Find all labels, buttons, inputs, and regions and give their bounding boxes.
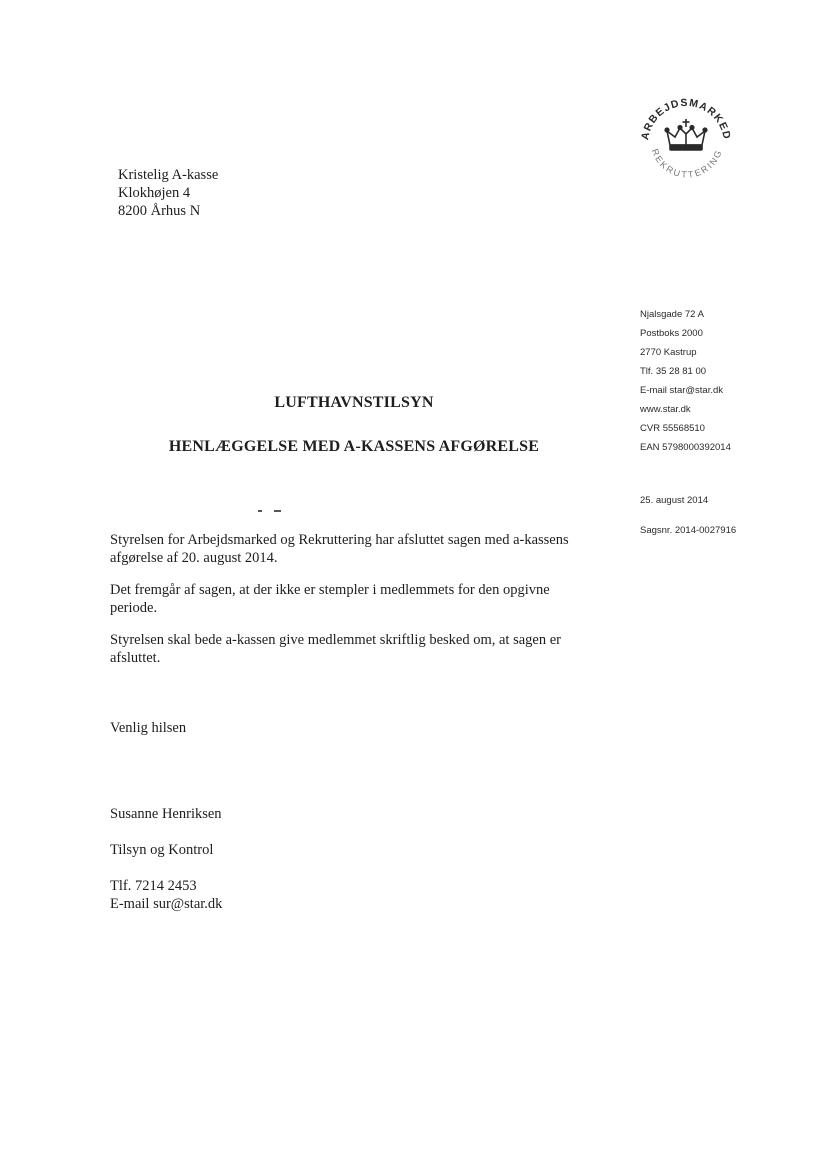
signer-contact <box>110 877 222 913</box>
sender-city: 2770 Kastrup <box>640 347 697 358</box>
svg-text:REKRUTTERING <box>650 147 724 179</box>
case-number: Sagsnr. 2014-0027916 <box>640 525 737 536</box>
logo-bottom-text: REKRUTTERING <box>649 147 725 180</box>
sender-pobox: Postboks 2000 <box>640 328 703 339</box>
recipient-city: 8200 Århus N <box>118 203 201 219</box>
signer-email: E-mail sur@star.dk <box>110 896 223 912</box>
sender-web: www.star.dk <box>640 404 691 415</box>
body-paragraph: Styrelsen for Arbejdsmarked og Rekruttering har afsluttet sagen med a-kassens afgørelse af 20. august 2014. <box>110 532 569 566</box>
recipient-address <box>118 166 218 220</box>
recipient-name: Kristelig A-kasse <box>118 167 219 183</box>
letter-subtitle: HENLÆGGELSE MED A-KASSENS AFGØRELSE <box>168 438 540 455</box>
sender-email: E-mail star@star.dk <box>640 385 724 396</box>
crown-icon <box>665 119 707 150</box>
sender-phone: Tlf. 35 28 81 00 <box>640 366 707 377</box>
sender-ean: EAN 5798000392014 <box>640 442 731 453</box>
crown-seal-icon <box>634 88 738 192</box>
signer-phone: Tlf. 7214 2453 <box>110 878 197 894</box>
letter-date: 25. august 2014 <box>640 495 709 506</box>
body-paragraph: Styrelsen skal bede a-kassen give medlemmet skriftlig besked om, at sagen er afsluttet. <box>110 632 561 666</box>
logo-top-text: ARBEJDSMARKED <box>639 96 733 142</box>
signer-name: Susanne Henriksen <box>110 806 222 822</box>
recipient-street: Klokhøjen 4 <box>118 185 191 201</box>
sender-street: Njalsgade 72 A <box>640 309 704 320</box>
sender-info <box>640 305 737 536</box>
signer-department: Tilsyn og Kontrol <box>110 842 214 858</box>
agency-logo <box>634 88 738 192</box>
letter-title: LUFTHAVNSTILSYN <box>274 394 434 411</box>
closing-greeting: Venlig hilsen <box>110 720 187 736</box>
scan-mark <box>258 510 262 512</box>
sender-cvr: CVR 55568510 <box>640 423 705 434</box>
letter-body <box>110 531 590 681</box>
body-paragraph: Det fremgår af sagen, at der ikke er stempler i medlemmets for den opgivne periode. <box>110 582 550 616</box>
scan-mark <box>274 510 281 512</box>
